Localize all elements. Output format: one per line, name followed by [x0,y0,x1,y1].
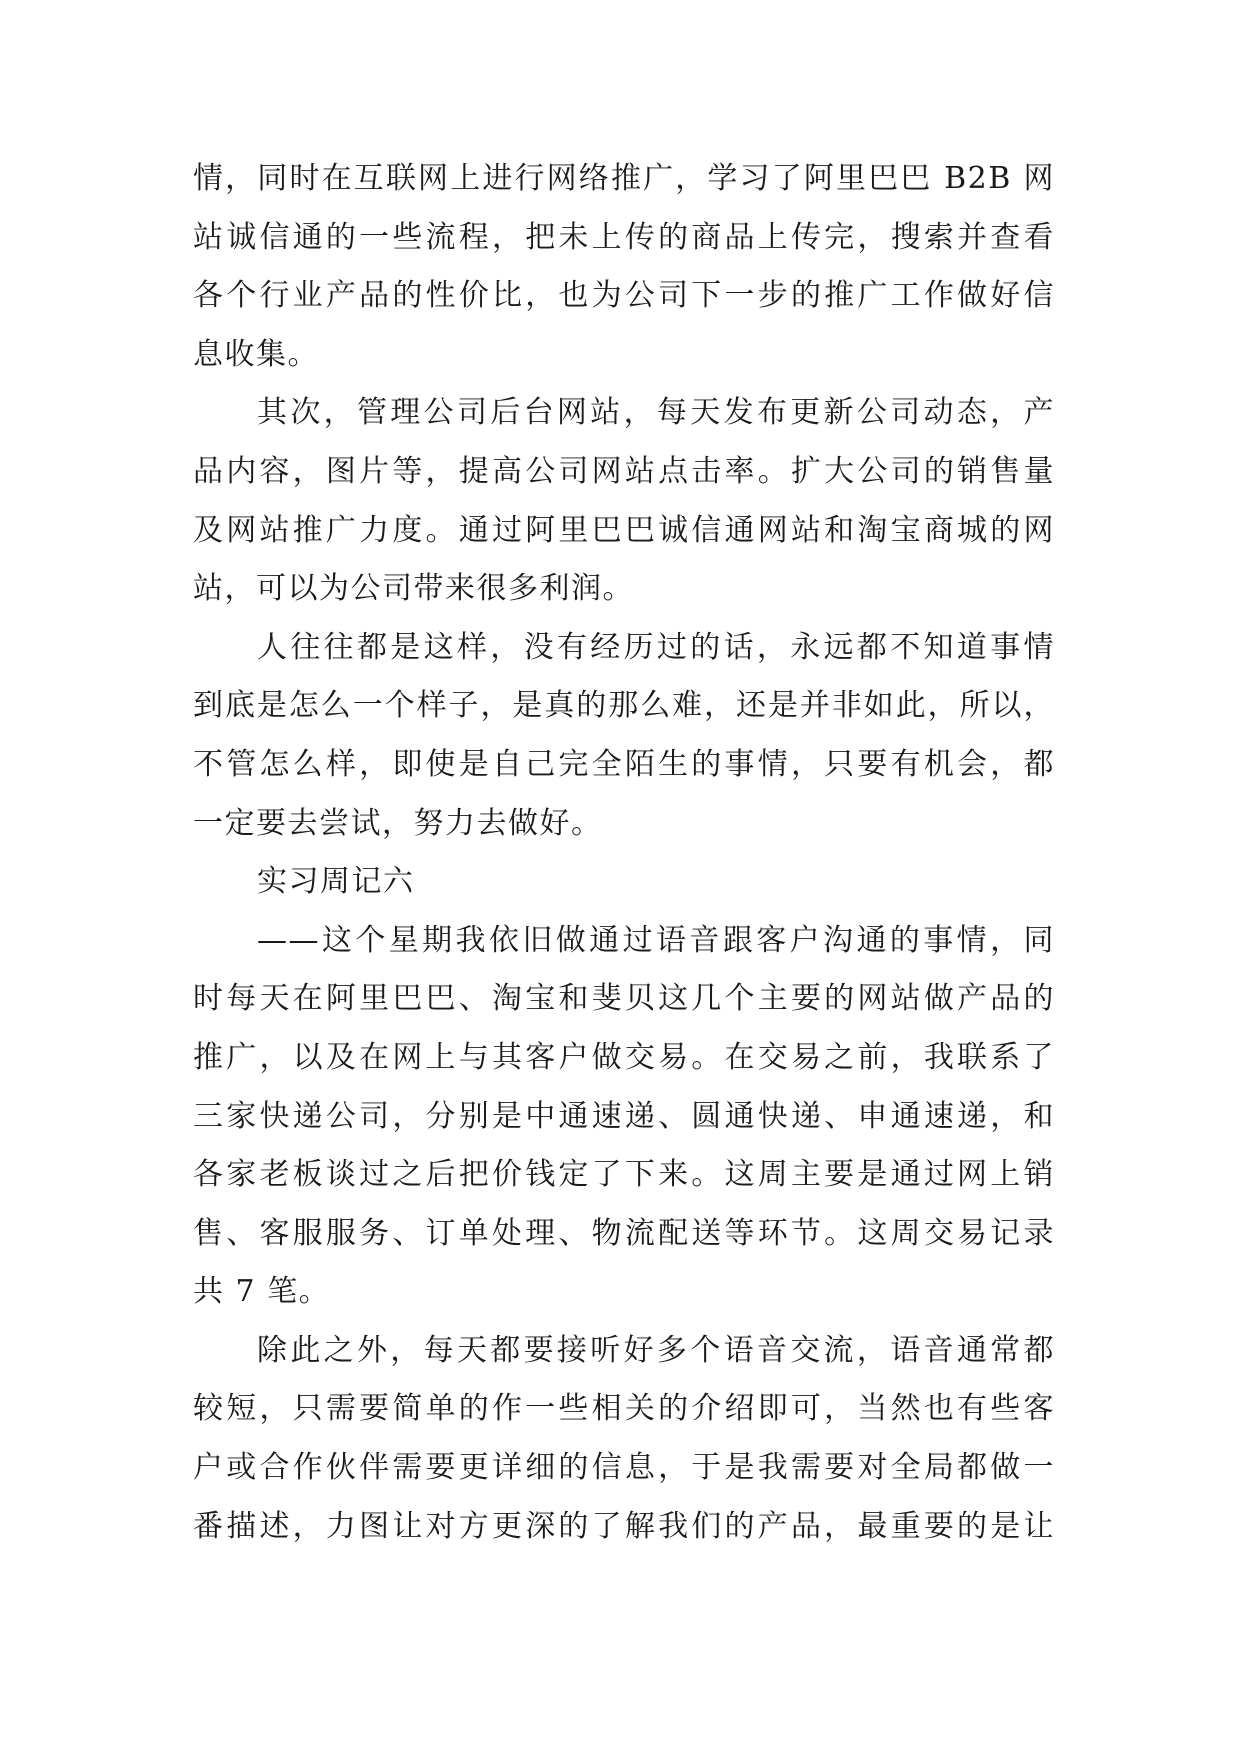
text-line: 共 7 笔。 [193,1274,331,1310]
text-line: 一定要去尝试，努力去做好。 [193,805,603,841]
text-line: 站，可以为公司带来很多利润。 [193,571,634,607]
text-line: 三家快递公司，分别是中通速递、圆通快递、申通速递，和 [193,1098,1055,1134]
heading-text: 实习周记六 [257,864,415,900]
text-line: 时每天在阿里巴巴、淘宝和斐贝这几个主要的网站做产品的 [193,981,1055,1017]
document-page [193,150,1055,1556]
text-line: 其次，管理公司后台网站，每天发布更新公司动态，产 [257,395,1055,431]
paragraph [193,619,1055,853]
text-line: ——这个星期我依旧做通过语音跟客户沟通的事情，同 [257,922,1055,958]
text-line: 售、客服服务、订单处理、物流配送等环节。这周交易记录 [193,1215,1055,1251]
paragraph [193,150,1055,384]
text-line: 到底是怎么一个样子，是真的那么难，还是并非如此，所以， [193,688,1055,724]
text-line: 除此之外，每天都要接听好多个语音交流，语音通常都 [257,1332,1055,1368]
paragraph [193,1322,1055,1556]
text-line: 较短，只需要简单的作一些相关的介绍即可，当然也有些客 [193,1391,1055,1427]
text-line: 情，同时在互联网上进行网络推广，学习了阿里巴巴 B2B 网 [193,161,1055,196]
text-line: 不管怎么样，即使是自己完全陌生的事情，只要有机会，都 [193,746,1055,782]
text-line: 番描述，力图让对方更深的了解我们的产品，最重要的是让 [193,1508,1055,1544]
text-line: 及网站推广力度。通过阿里巴巴诚信通网站和淘宝商城的网 [193,512,1055,548]
section-heading [193,853,1055,912]
paragraph [193,384,1055,618]
text-line: 品内容，图片等，提高公司网站点击率。扩大公司的销售量 [193,453,1055,489]
text-line: 站诚信通的一些流程，把未上传的商品上传完，搜索并查看 [193,219,1055,255]
text-line: 户或合作伙伴需要更详细的信息，于是我需要对全局都做一 [193,1450,1055,1486]
text-line: 各家老板谈过之后把价钱定了下来。这周主要是通过网上销 [193,1157,1055,1193]
paragraph [193,912,1055,1322]
text-line: 推广，以及在网上与其客户做交易。在交易之前，我联系了 [193,1039,1055,1075]
text-line: 息收集。 [193,336,319,372]
text-line: 各个行业产品的性价比，也为公司下一步的推广工作做好信 [193,278,1055,314]
text-line: 人往往都是这样，没有经历过的话，永远都不知道事情 [257,629,1055,665]
